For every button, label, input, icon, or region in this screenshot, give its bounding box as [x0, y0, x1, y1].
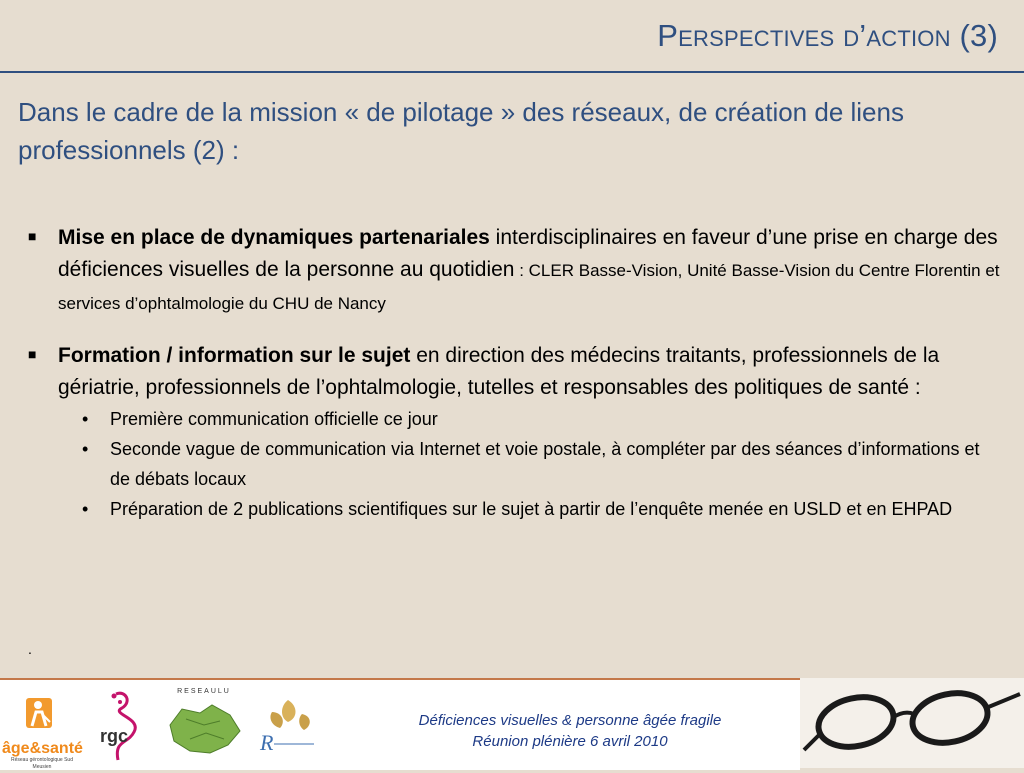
bullet-body-text: interdisciplinaires en faveur d’une prise en charge des déficiences visuelles de la personne au quotidien — [58, 226, 998, 281]
bullet-text — [58, 340, 1003, 404]
dot-bullet-icon: • — [82, 409, 89, 429]
dot-bullet-icon: • — [82, 439, 89, 459]
sub-bullet-text: Préparation de 2 publications scientifiques sur le sujet à partir de l’enquête menée en USLD et en EHPAD — [110, 499, 953, 519]
bullet-bold-text: Mise en place de dynamiques partenariales — [58, 226, 490, 249]
rgc-logo — [96, 688, 152, 766]
sub-bullet-item — [58, 494, 1003, 524]
sub-bullet-text: Première communication officielle ce jour — [110, 409, 438, 429]
square-bullet-icon: ■ — [28, 228, 37, 244]
glasses-image — [800, 678, 1024, 768]
bullet-item — [28, 222, 1003, 320]
footer-bar — [0, 678, 800, 770]
footer-caption — [330, 710, 810, 752]
age-sante-wordmark: âge&santé — [2, 740, 83, 757]
sub-bullet-item — [58, 434, 1003, 494]
title-divider — [0, 71, 1024, 73]
age-sante-logo — [2, 694, 82, 768]
bullet-bold-text: Formation / information sur le sujet — [58, 344, 411, 367]
rgc-wordmark: rgc — [100, 726, 129, 746]
sub-bullet-text: Seconde vague de communication via Internet et voie postale, à compléter par des séances d’informations et de débats locaux — [110, 439, 980, 489]
footer-line-2: Réunion plénière 6 avril 2010 — [472, 733, 668, 750]
slide-title: Perspectives d’action (3) — [657, 18, 998, 53]
footer-line-1: Déficiences visuelles & personne âgée fragile — [418, 712, 722, 729]
region-map-icon — [160, 695, 248, 763]
slide-content — [28, 222, 1003, 524]
age-sante-figure-icon — [2, 694, 82, 736]
leaf-icon — [254, 692, 320, 766]
bullet-item — [28, 340, 1003, 404]
sub-bullet-item — [58, 404, 1003, 434]
dot-bullet-icon: • — [82, 499, 89, 519]
slide-subtitle: Dans le cadre de la mission « de pilotage » des réseaux, de création de liens professionnels (2) : — [18, 97, 904, 165]
sub-bullet-list — [28, 404, 1003, 524]
reseaulu-logo — [160, 688, 248, 768]
eyeglasses-icon — [800, 678, 1024, 768]
bullet-text — [58, 222, 1003, 320]
square-bullet-icon: ■ — [28, 346, 37, 362]
bullet-small-text: : CLER Basse-Vision, Unité Basse-Vision du Centre Florentin et services d’ophtalmologie du CHU de Nancy — [58, 261, 1000, 313]
reseau-leaf-logo — [254, 692, 320, 766]
reseaulu-wordmark: RESEAULU — [177, 688, 231, 695]
bullet-body-text: en direction des médecins traitants, professionnels de la gériatrie, professionnels de l’ophtalmologie, tutelles et responsables des politiques de santé : — [58, 344, 940, 399]
svg-text:R: R — [260, 730, 274, 755]
stray-mark: . — [28, 641, 32, 657]
age-sante-caption: Réseau gérontologique Sud Meusien — [11, 757, 73, 770]
